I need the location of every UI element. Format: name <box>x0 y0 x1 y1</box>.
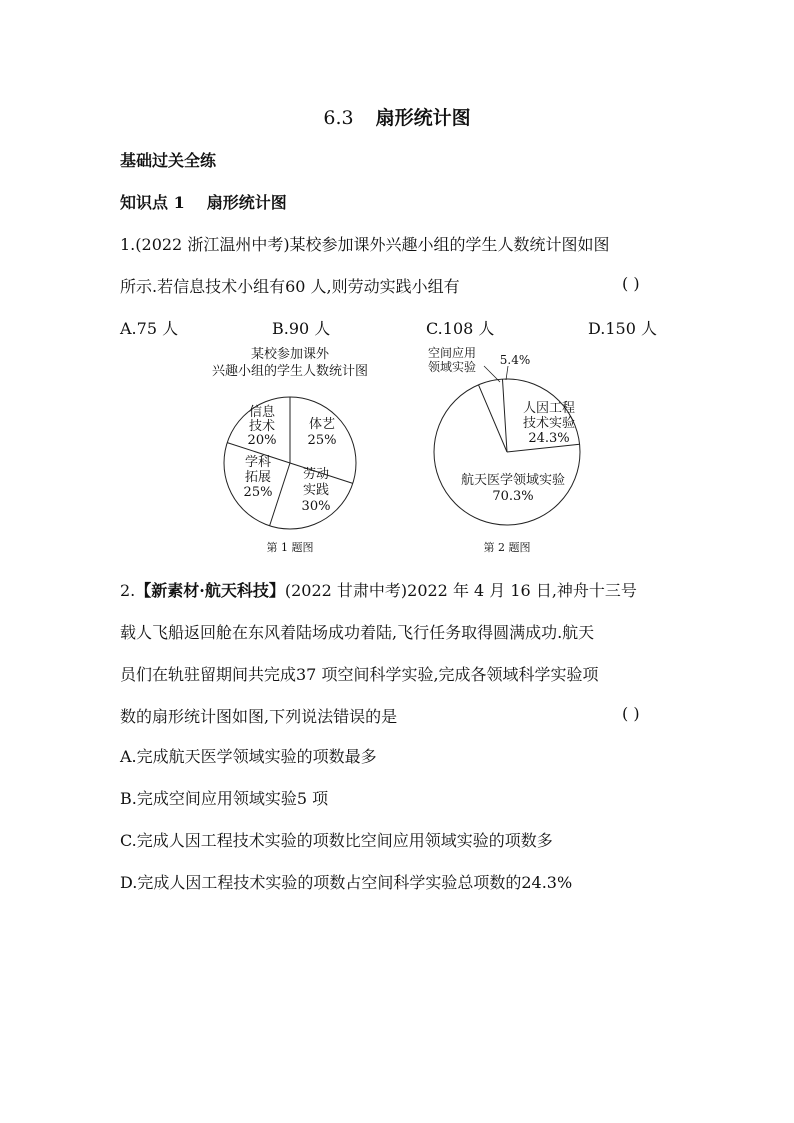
q2-number: 2. <box>120 581 136 600</box>
q1-line-2: 所示.若信息技术小组有60 人,则劳动实践小组有 <box>120 277 460 296</box>
fig1-label-info-3: 20% <box>247 433 277 448</box>
q1-option-b: B.90 人 <box>272 319 331 338</box>
fig2-label-human-3: 24.3% <box>528 431 570 446</box>
fig1-title-line-1: 某校参加课外 <box>250 347 330 362</box>
section-heading: 基础过关全练 <box>120 151 217 170</box>
fig1-label-subject-3: 25% <box>243 485 273 500</box>
title-text: 扇形统计图 <box>375 107 471 129</box>
pie-chart-1 <box>224 397 356 529</box>
fig1-label-labor-3: 30% <box>301 499 331 514</box>
q1-option-c: C.108 人 <box>426 319 495 338</box>
fig2-caption: 第 2 题图 <box>483 541 531 554</box>
fig1-label-info-1: 信息 <box>248 405 276 420</box>
q1-option-a: A.75 人 <box>120 319 179 338</box>
fig2-leader-line-1 <box>484 366 500 382</box>
fig1-label-labor-2: 实践 <box>302 483 330 498</box>
fig1-title-line-2: 兴趣小组的学生人数统计图 <box>211 364 369 379</box>
figure-2 <box>428 345 580 554</box>
q2-option-b: B.完成空间应用领域实验5 项 <box>120 789 329 808</box>
fig2-label-medical-1: 航天医学领域实验 <box>460 473 566 488</box>
q2-line-1 <box>120 578 637 601</box>
q2-option-d: D.完成人因工程技术实验的项数占空间科学实验总项数的24.3% <box>120 873 573 892</box>
q1-option-d: D.150 人 <box>588 319 657 338</box>
pie2-slice-boundary-2 <box>502 379 507 452</box>
q2-line-1-rest: (2022 甘肃中考)2022 年 4 月 16 日,神舟十三号 <box>284 581 637 600</box>
figure-1 <box>212 346 368 554</box>
fig2-leader-line-2 <box>506 366 508 380</box>
title-number: 6.3 <box>323 107 354 129</box>
fig2-label-human-2: 技术实验 <box>522 416 576 431</box>
fig1-label-sport-1: 体艺 <box>308 417 336 432</box>
fig1-label-info-2: 技术 <box>248 419 276 434</box>
fig1-label-subject-2: 拓展 <box>244 470 272 485</box>
q2-line-2: 载人飞船返回舱在东风着陆场成功着陆,飞行任务取得圆满成功.航天 <box>120 623 595 642</box>
q2-answer-paren: ( ) <box>622 704 640 723</box>
fig2-label-space-pct: 5.4% <box>499 353 531 367</box>
q2-tag: 【新素材·航天科技】 <box>135 581 285 600</box>
knowledge-point-name: 扇形统计图 <box>206 193 287 212</box>
q2-line-3: 员们在轨驻留期间共完成37 项空间科学实验,完成各领域科学实验项 <box>120 665 599 684</box>
q1-line-1: 1.(2022 浙江温州中考)某校参加课外兴趣小组的学生人数统计图如图 <box>120 235 610 254</box>
q2-option-a: A.完成航天医学领域实验的项数最多 <box>120 747 377 766</box>
fig2-label-medical-2: 70.3% <box>492 489 534 504</box>
q2-option-c: C.完成人因工程技术实验的项数比空间应用领域实验的项数多 <box>120 831 553 850</box>
pie1-slice-boundary-3 <box>270 463 290 526</box>
knowledge-point-label: 知识点 1 <box>120 193 185 212</box>
pie2-slice-boundary-1 <box>478 385 507 452</box>
fig1-label-sport-2: 25% <box>307 433 337 448</box>
fig2-label-human-1: 人因工程 <box>522 401 576 416</box>
fig1-label-subject-1: 学科 <box>244 455 272 470</box>
q2-line-4: 数的扇形统计图如图,下列说法错误的是 <box>120 707 398 726</box>
fig2-label-space-1: 空间应用 <box>427 346 477 360</box>
fig2-label-space-2: 领域实验 <box>427 360 477 374</box>
fig1-label-labor-1: 劳动 <box>302 467 330 482</box>
q1-answer-paren: ( ) <box>622 274 640 293</box>
fig1-caption: 第 1 题图 <box>266 541 314 554</box>
